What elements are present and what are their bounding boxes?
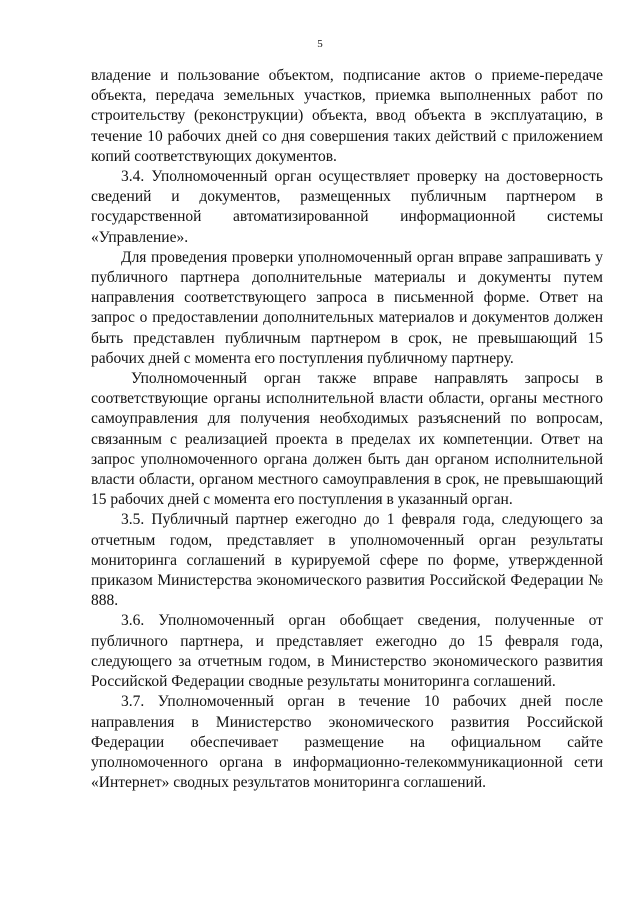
paragraph-authority-requests: Уполномоченный орган также вправе направлять запросы в соответствующие органы исполнительной власти области, органы местного самоуправления для получения необходимых разъяснений по вопросам, связанным с реализацией проекта в пределах их компетенции. Ответ на запрос уполномоченного органа должен быть дан органом исполнительной власти области, органом местного самоуправления в срок, не превышающий 15 рабочих дней с момента его поступления в указанный орган. (91, 370, 603, 509)
paragraph-clause-3-4: 3.4. Уполномоченный орган осуществляет проверку на достоверность сведений и документов, размещенных публичным партнером в государственной автоматизированной информационной системы «Управление». (91, 168, 603, 246)
document-body (91, 66, 603, 793)
paragraph-continuation: владение и пользование объектом, подписание актов о приеме-передаче объекта, передача земельных участков, приемка выполненных работ по строительству (реконструкции) объекта, ввод объекта в эксплуатацию, в течение 10 рабочих дней со дня совершения таких действий с приложением копий соответствующих документов. (91, 67, 603, 165)
paragraph-clause-3-7: 3.7. Уполномоченный орган в течение 10 рабочих дней после направления в Министерство экономического развития Российской Федерации обеспечивает размещение на официальном сайте уполномоченного органа в информационно-телекоммуникационной сети «Интернет» сводных результатов мониторинга соглашений. (91, 693, 603, 792)
paragraph-verification-request: Для проведения проверки уполномоченный орган вправе запрашивать у публичного партнера дополнительные материалы и документы путем направления соответствующего запроса в письменной форме. Ответ на запрос о предоставлении дополнительных материалов и документов должен быть представлен публичным партнером в срок, не превышающий 15 рабочих дней с момента его поступления публичному партнеру. (91, 248, 603, 367)
paragraph-clause-3-6: 3.6. Уполномоченный орган обобщает сведения, полученные от публичного партнера, и представляет ежегодно до 15 февраля года, следующего за отчетным годом, в Министерство экономического развития Российской Федерации сводные результаты мониторинга соглашений. (91, 612, 603, 691)
page-number: 5 (317, 38, 323, 50)
paragraph-clause-3-5: 3.5. Публичный партнер ежегодно до 1 февраля года, следующего за отчетным годом, представляет в уполномоченный орган результаты мониторинга соглашений в курируемой сфере по форме, утвержденной приказом Министерства экономического развития Российской Федерации № 888. (91, 511, 603, 610)
